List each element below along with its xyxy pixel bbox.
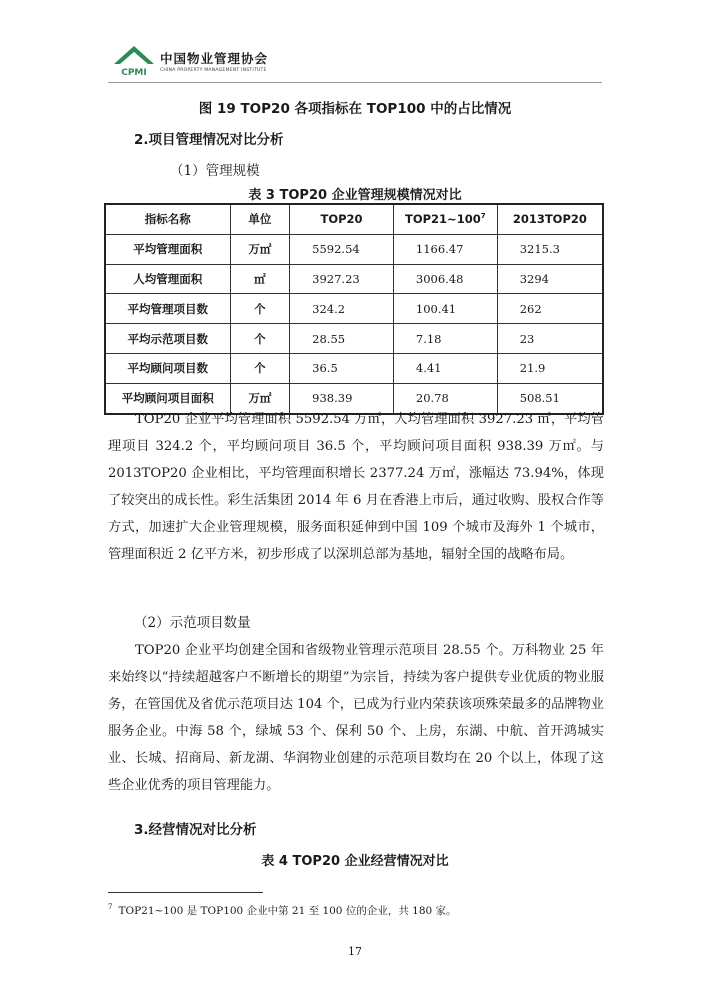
- row-unit: 个: [230, 294, 290, 324]
- cell-top21-100: 3006.48: [393, 264, 497, 294]
- row-unit: 万㎡: [230, 383, 290, 413]
- row-name: 人均管理面积: [105, 264, 230, 294]
- cell-2013top20: 23: [497, 324, 603, 354]
- col-header-unit: 单位: [230, 204, 290, 234]
- cell-top20: 938.39: [290, 383, 394, 413]
- figure-caption: 图 19 TOP20 各项指标在 TOP100 中的占比情况: [198, 101, 512, 117]
- house-logo-icon: [112, 44, 156, 78]
- table-row: [105, 353, 603, 383]
- cell-2013top20: 3294: [497, 264, 603, 294]
- page-number: 17: [348, 945, 362, 958]
- table-header-row: [105, 204, 603, 234]
- cell-top20: 28.55: [290, 324, 394, 354]
- table-row: [105, 294, 603, 324]
- paragraph-demo-projects: TOP20 企业平均创建全国和省级物业管理示范项目 28.55 个。万科物业 25 年来始终以“持续超越客户不断增长的期望”为宗旨，持续为客户提供专业优质的物业服务，在管国优及省优示范项目达 104 个，已成为行业内荣获该项殊荣最多的品牌物业服务企业。中海 58 个，绿城 53 个、保利 50 个、上房，东湖、中航、首开鸿城实业、长城、招商局、新龙湖、华润物业创建的示范项目数均在 20 个以上，体现了这些企业优秀的项目管理能力。: [108, 643, 604, 793]
- org-subtitle: CHINA PROPERTY MANAGEMENT INSTITUTE: [160, 68, 267, 73]
- row-unit: ㎡: [230, 264, 290, 294]
- subheading-management-scale: （1）管理规模: [170, 163, 260, 179]
- subheading-demo-projects: （2）示范项目数量: [134, 615, 251, 631]
- org-name: 中国物业管理协会: [160, 51, 269, 66]
- col-header-2013top20: 2013TOP20: [497, 204, 603, 234]
- cell-top21-100: 7.18: [393, 324, 497, 354]
- col-header-top20: TOP20: [290, 204, 394, 234]
- cell-top21-100: 20.78: [393, 383, 497, 413]
- section-heading-operations: 3.经营情况对比分析: [134, 822, 257, 838]
- table3-caption: 表 3 TOP20 企业管理规模情况对比: [248, 188, 462, 203]
- footnote-text: TOP21~100 是 TOP100 企业中第 21 至 100 位的企业，共 180 家。: [118, 905, 457, 917]
- footnote-divider: [108, 892, 263, 893]
- row-name: 平均顾问项目面积: [105, 383, 230, 413]
- cell-top21-100: 100.41: [393, 294, 497, 324]
- cell-2013top20: 262: [497, 294, 603, 324]
- cell-top20: 5592.54: [290, 234, 394, 264]
- row-name: 平均示范项目数: [105, 324, 230, 354]
- row-name: 平均管理项目数: [105, 294, 230, 324]
- row-name: 平均管理面积: [105, 234, 230, 264]
- row-unit: 万㎡: [230, 234, 290, 264]
- table-row: [105, 264, 603, 294]
- col-header-top21-100: $TOP21\sim 100^7$: [393, 204, 497, 234]
- col-header-indicator: 指标名称: [105, 204, 230, 234]
- cell-2013top20: 21.9: [497, 353, 603, 383]
- row-unit: 个: [230, 353, 290, 383]
- cell-top21-100: 1166.47: [393, 234, 497, 264]
- cell-top20: 324.2: [290, 294, 394, 324]
- footnote-number: 7: [108, 903, 113, 911]
- logo-text: CPMI: [121, 68, 147, 78]
- page-header: [112, 44, 268, 78]
- table-row: [105, 234, 603, 264]
- cell-top20: 36.5: [290, 353, 394, 383]
- cell-2013top20: 508.51: [497, 383, 603, 413]
- table-row: [105, 324, 603, 354]
- table3-management-scale: [104, 203, 604, 415]
- cpmi-logo: [112, 44, 156, 78]
- footnote-mark: 7: [480, 212, 486, 221]
- row-unit: 个: [230, 324, 290, 354]
- section-heading-project-management: 2.项目管理情况对比分析: [134, 132, 284, 148]
- table4-caption: 表 4 TOP20 企业经营情况对比: [261, 854, 449, 869]
- row-name: 平均顾问项目数: [105, 353, 230, 383]
- footnote: [108, 903, 457, 918]
- cell-top21-100: 4.41: [393, 353, 497, 383]
- cell-2013top20: 3215.3: [497, 234, 603, 264]
- paragraph-management-scale: TOP20 企业平均管理面积 5592.54 万㎡，人均管理面积 3927.23 ㎡，平均管理项目 324.2 个，平均顾问项目 36.5 个，平均顾问项目面积 938.39 万㎡。与 2013TOP20 企业相比，平均管理面积增长 2377.24 万㎡，涨幅达 73.94%，体现了较突出的成长性。彩生活集团 2014 年 6 月在香港上市后，通过收购、股权合作等方式，加速扩大企业管理规模，服务面积延伸到中国 109 个城市及海外 1 个城市，管理面积近 2 亿平方米，初步形成了以深圳总部为基地，辐射全国的战略布局。: [108, 412, 604, 562]
- header-divider: [108, 82, 602, 83]
- cell-top20: 3927.23: [290, 264, 394, 294]
